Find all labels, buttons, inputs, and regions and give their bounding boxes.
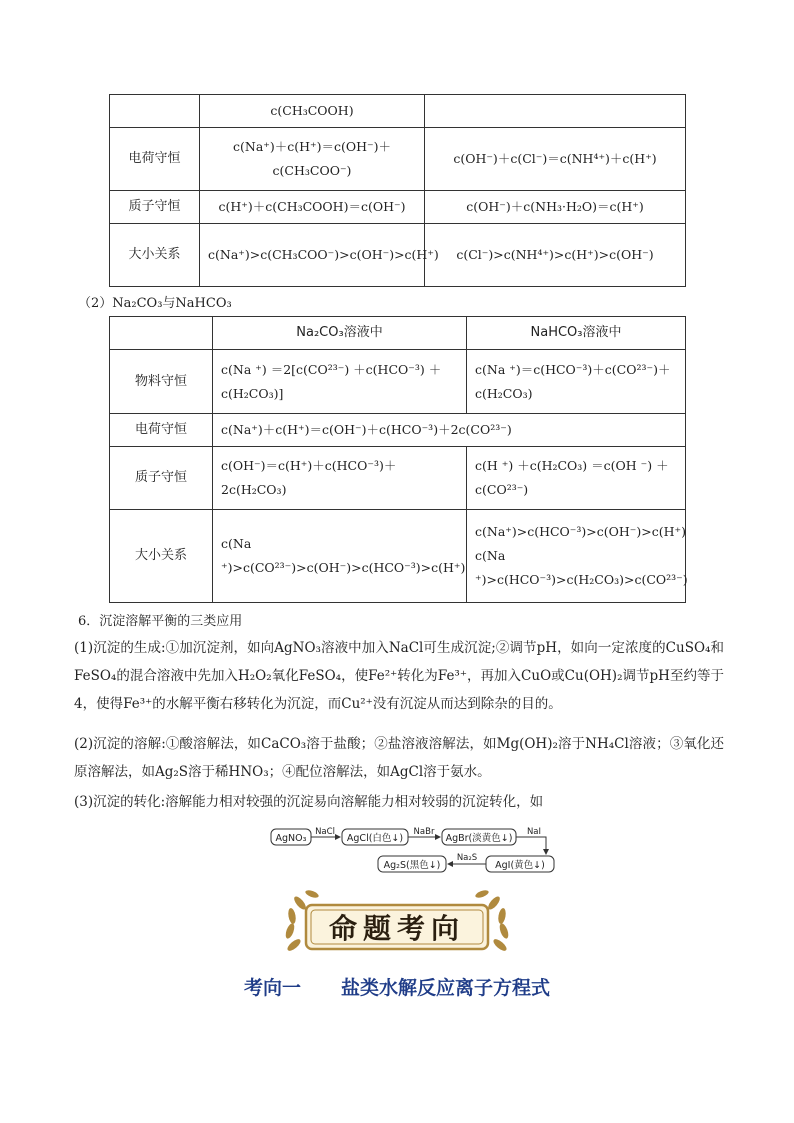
table-row	[110, 447, 686, 510]
table-cell: c(H⁺)＋c(CH₃COOH)＝c(OH⁻)	[200, 191, 425, 224]
row-label: 大小关系	[110, 224, 200, 287]
column-header: NaHCO₃溶液中	[467, 317, 686, 350]
row-label: 电荷守恒	[110, 414, 213, 447]
section-banner	[280, 885, 514, 961]
table-header-row	[110, 317, 686, 350]
table-cell: c(OH⁻)＋c(Cl⁻)＝c(NH⁴⁺)＋c(H⁺)	[425, 128, 686, 191]
precipitate-conversion-diagram	[268, 826, 558, 876]
row-label: 电荷守恒	[110, 128, 200, 191]
flow-box-label: AgBr(淡黄色↓)	[445, 833, 513, 844]
row-label: 质子守恒	[110, 191, 200, 224]
table-cell: c(Na ⁺)>c(CO²³⁻)>c(OH⁻)>c(HCO⁻³)>c(H⁺)	[213, 510, 467, 603]
topic-title	[0, 973, 794, 1000]
ion-conservation-table-2	[109, 316, 686, 603]
reagent-label: NaI	[526, 827, 542, 837]
row-label: 大小关系	[110, 510, 213, 603]
ion-conservation-table-1	[109, 94, 686, 287]
reagent-label: NaCl	[315, 827, 335, 837]
table-cell: c(CH₃COOH)	[200, 95, 425, 128]
reagent-label: NaBr	[413, 827, 435, 837]
table-cell: c(OH⁻)＝c(H⁺)＋c(HCO⁻³)＋2c(H₂CO₃)	[213, 447, 467, 510]
paragraph: (3)沉淀的转化:溶解能力相对较强的沉淀易向溶解能力相对较弱的沉淀转化，如	[74, 794, 544, 810]
row-label: 质子守恒	[110, 447, 213, 510]
column-header: Na₂CO₃溶液中	[213, 317, 467, 350]
topic-name: 盐类水解反应离子方程式	[341, 977, 551, 999]
table-cell	[425, 95, 686, 128]
table-row	[110, 350, 686, 414]
table-row	[110, 224, 686, 287]
section-heading: （2）Na₂CO₃与NaHCO₃	[78, 296, 232, 311]
merged-cell: c(Na⁺)＋c(H⁺)＝c(OH⁻)＋c(HCO⁻³)＋2c(CO²³⁻)	[213, 414, 686, 447]
banner-title: 命题考向	[328, 912, 466, 945]
table-row	[110, 95, 686, 128]
table-cell: c(Na⁺)>c(CH₃COO⁻)>c(OH⁻)>c(H⁺)	[200, 224, 425, 287]
flow-box-label: Ag₂S(黑色↓)	[383, 860, 441, 871]
table-cell: c(OH⁻)＋c(NH₃·H₂O)＝c(H⁺)	[425, 191, 686, 224]
section-heading: 6．沉淀溶解平衡的三类应用	[78, 614, 243, 629]
table-cell: c(H ⁺) ＋c(H₂CO₃) ＝c(OH ⁻) ＋c(CO²³⁻)	[467, 447, 686, 510]
row-label: 物料守恒	[110, 350, 213, 414]
table-cell: c(Cl⁻)>c(NH⁴⁺)>c(H⁺)>c(OH⁻)	[425, 224, 686, 287]
row-label	[110, 95, 200, 128]
table-row	[110, 414, 686, 447]
flow-box-label: AgCl(白色↓)	[346, 833, 404, 844]
table-cell: c(Na ⁺) ＝2[c(CO²³⁻) ＋c(HCO⁻³) ＋c(H₂CO₃)]	[213, 350, 467, 414]
reagent-label: Na₂S	[456, 853, 478, 863]
table-row	[110, 510, 686, 603]
table-row	[110, 128, 686, 191]
table-cell: c(Na⁺)＋c(H⁺)＝c(OH⁻)＋c(CH₃COO⁻)	[200, 128, 425, 191]
table-cell: c(Na⁺)>c(HCO⁻³)>c(OH⁻)>c(H⁺) c(Na ⁺)>c(HCO⁻³)>c(H₂CO₃)>c(CO²³⁻)	[467, 510, 686, 603]
topic-number: 考向一	[243, 977, 301, 999]
corner-cell	[110, 317, 213, 350]
paragraph: (2)沉淀的溶解:①酸溶解法，如CaCO₃溶于盐酸；②盐溶液溶解法，如Mg(OH)₂溶于NH₄Cl溶液；③氧化还原溶解法，如Ag₂S溶于稀HNO₃；④配位溶解法，如AgCl溶于氨水。	[74, 736, 724, 780]
paragraph: (1)沉淀的生成:①加沉淀剂，如向AgNO₃溶液中加入NaCl可生成沉淀;②调节pH，如向一定浓度的CuSO₄和FeSO₄的混合溶液中先加入H₂O₂氧化FeSO₄，使Fe²⁺转化为Fe³⁺，再加入CuO或Cu(OH)₂调节pH至约等于4，使得Fe³⁺的水解平衡右移转化为沉淀，而Cu²⁺没有沉淀从而达到除杂的目的。	[74, 640, 724, 712]
table-row	[110, 191, 686, 224]
table-cell: c(Na ⁺)＝c(HCO⁻³)＋c(CO²³⁻)＋c(H₂CO₃)	[467, 350, 686, 414]
flow-box-label: AgNO₃	[275, 833, 307, 844]
flow-box-label: AgI(黄色↓)	[495, 860, 545, 871]
